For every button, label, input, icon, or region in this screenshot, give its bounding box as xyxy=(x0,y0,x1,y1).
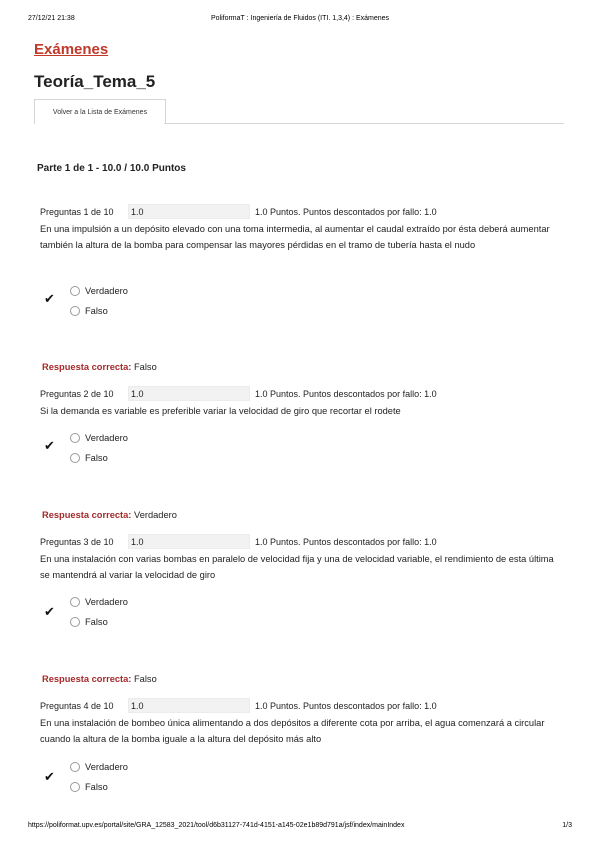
question-1-option-false-label: Falso xyxy=(85,306,108,316)
print-header xyxy=(28,15,572,27)
print-footer xyxy=(28,822,572,834)
tab-divider xyxy=(164,123,564,124)
question-1-points: 1.0 Puntos. Puntos descontados por fallo: 1.0 xyxy=(255,207,437,217)
question-3-number: Preguntas 3 de 10 xyxy=(40,537,114,547)
question-3-option-false-label: Falso xyxy=(85,617,108,627)
part-header: Parte 1 de 1 - 10.0 / 10.0 Puntos xyxy=(37,163,186,174)
question-1-option-true[interactable] xyxy=(70,284,128,298)
correct-answer-value: Verdadero xyxy=(134,510,177,520)
question-4-radio-false[interactable] xyxy=(70,782,80,792)
question-3-correct-answer xyxy=(42,674,157,684)
question-2-score-field[interactable]: 1.0 xyxy=(128,386,250,401)
back-to-exam-list-button[interactable] xyxy=(34,99,166,124)
question-4-number: Preguntas 4 de 10 xyxy=(40,701,114,711)
question-1-option-true-label: Verdadero xyxy=(85,286,128,296)
print-timestamp: 27/12/21 21:38 xyxy=(28,15,75,22)
question-3-radio-false[interactable] xyxy=(70,617,80,627)
question-4-option-true-label: Verdadero xyxy=(85,762,128,772)
question-2-option-false[interactable] xyxy=(70,451,108,465)
correct-answer-label: Respuesta correcta: xyxy=(42,362,132,372)
question-4-radio-true[interactable] xyxy=(70,762,80,772)
back-to-exam-list-label: Volver a la Lista de Exámenes xyxy=(52,108,148,116)
question-2-option-false-label: Falso xyxy=(85,453,108,463)
question-4-option-false[interactable] xyxy=(70,780,108,794)
question-2-radio-true[interactable] xyxy=(70,433,80,443)
question-1-number: Preguntas 1 de 10 xyxy=(40,207,114,217)
question-3-option-true[interactable] xyxy=(70,595,128,609)
question-3-score-field[interactable]: 1.0 xyxy=(128,534,250,549)
question-1-option-false[interactable] xyxy=(70,304,108,318)
question-2-option-true[interactable] xyxy=(70,431,128,445)
question-1-correct-answer xyxy=(42,362,157,372)
check-icon: ✔ xyxy=(44,438,55,453)
question-3-option-false[interactable] xyxy=(70,615,108,629)
question-2-correct-answer xyxy=(42,510,177,520)
section-link-examenes[interactable]: Exámenes xyxy=(34,41,109,58)
question-1-score-field[interactable]: 1.0 xyxy=(128,204,250,219)
exam-title: Teoría_Tema_5 xyxy=(34,72,156,91)
question-2-option-true-label: Verdadero xyxy=(85,433,128,443)
question-4-points: 1.0 Puntos. Puntos descontados por fallo: 1.0 xyxy=(255,701,437,711)
question-4-header xyxy=(40,698,560,714)
question-2-number: Preguntas 2 de 10 xyxy=(40,389,114,399)
correct-answer-label: Respuesta correcta: xyxy=(42,510,132,520)
correct-answer-label: Respuesta correcta: xyxy=(42,674,132,684)
question-4-text: En una instalación de bombeo única alimentando a dos depósitos a diferente cota por arriba, el agua comenzará a circular cuando la altura de la bomba iguale a la altura del depósito más alto xyxy=(40,718,545,744)
question-3-header xyxy=(40,534,560,550)
correct-answer-value: Falso xyxy=(134,674,157,684)
question-4-option-true[interactable] xyxy=(70,760,128,774)
correct-answer-value: Falso xyxy=(134,362,157,372)
question-4-score-field[interactable]: 1.0 xyxy=(128,698,250,713)
question-2-radio-false[interactable] xyxy=(70,453,80,463)
question-3-radio-true[interactable] xyxy=(70,597,80,607)
question-2-text: Si la demanda es variable es preferible variar la velocidad de giro que recortar el rodete xyxy=(40,406,401,416)
question-2-points: 1.0 Puntos. Puntos descontados por fallo: 1.0 xyxy=(255,389,437,399)
print-url: https://poliformat.upv.es/portal/site/GRA_12583_2021/tool/d6b31127-741d-4151-a145-02e1b89d791a/jsf/index/mainIndex xyxy=(28,822,405,829)
check-icon: ✔ xyxy=(44,769,55,784)
print-page-number: 1/3 xyxy=(562,822,572,829)
question-3-text: En una instalación con varias bombas en paralelo de velocidad fija y una de velocidad variable, el rendimiento de esta última se mantendrá al variar la velocidad de giro xyxy=(40,554,554,580)
question-3-option-true-label: Verdadero xyxy=(85,597,128,607)
question-4-option-false-label: Falso xyxy=(85,782,108,792)
question-1-radio-false[interactable] xyxy=(70,306,80,316)
question-1-header xyxy=(40,204,560,220)
print-page-title: PoliformaT : Ingeniería de Fluidos (ITI. 1,3,4) : Exámenes xyxy=(210,15,390,22)
question-1-text: En una impulsión a un depósito elevado con una toma intermedia, al aumentar el caudal extraído por ésta deberá aumentar también la altura de la bomba para compensar las mayores pérdidas en el tramo de tubería hasta el nudo xyxy=(40,224,550,250)
question-1-radio-true[interactable] xyxy=(70,286,80,296)
question-3-points: 1.0 Puntos. Puntos descontados por fallo: 1.0 xyxy=(255,537,437,547)
check-icon: ✔ xyxy=(44,291,55,306)
question-2-header xyxy=(40,386,560,402)
check-icon: ✔ xyxy=(44,604,55,619)
